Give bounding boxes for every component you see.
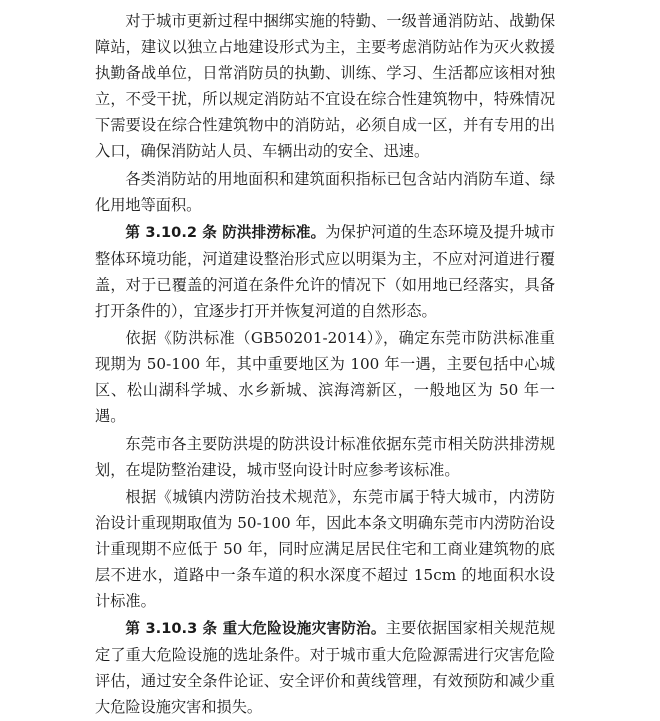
clause-3-10-2 (95, 219, 555, 324)
paragraph-text: 东莞市各主要防洪堤的防洪设计标准依据东莞市相关防洪排涝规划，在堤防整治建设，城市竖向设计时应参考该标准。 (95, 434, 555, 479)
paragraph-text: 为保护河道的生态环境及提升城市整体环境功能，河道建设整治形式应以明渠为主，不应对河道进行覆盖，对于已覆盖的河道在条件允许的情况下（如用地已经落实，具备打开条件的），宜逐步打开并恢复河道的自然形态。 (95, 222, 556, 321)
clause-3-10-3 (95, 615, 555, 720)
paragraph-text: 各类消防站的用地面积和建筑面积指标已包含站内消防车道、绿化用地等面积。 (95, 169, 555, 214)
clause-heading: 第 3.10.3 条 重大危险设施灾害防治。 (125, 620, 386, 638)
paragraph-fire-station-siting (95, 8, 555, 165)
paragraph-waterlogging-standard (95, 484, 555, 614)
paragraph-flood-standard (95, 325, 555, 429)
document-page (95, 8, 555, 721)
paragraph-text: 主要依据国家相关规范规定了重大危险设施的选址条件。对于城市重大危险源需进行灾害危险评估，通过安全条件论证、安全评价和黄线管理，有效预防和减少重大危险设施灾害和损失。 (95, 619, 556, 717)
clause-heading: 第 3.10.2 条 防洪排涝标准。 (125, 223, 326, 241)
paragraph-levee-standard (95, 431, 555, 483)
paragraph-text: 对于城市更新过程中捆绑实施的特勤、一级普通消防站、战勤保障站，建议以独立占地建设形式为主，主要考虑消防站作为灭火救援执勤备战单位，日常消防员的执勤、训练、学习、生活都应该相对独立，不受干扰，所以规定消防站不宜设在综合性建筑物中，特殊情况下需要设在综合性建筑物中的消防站，必须自成一区，并有专用的出入口，确保消防站人员、车辆出动的安全、迅速。 (95, 12, 555, 161)
paragraph-text: 根据《城镇内涝防治技术规范》，东莞市属于特大城市，内涝防治设计重现期取值为 50-100 年，因此本条文明确东莞市内涝防治设计重现期不应低于 50 年，同时应满足居民住宅和工商业建筑物的底层不进水，道路中一条车道的积水深度不超过 15cm 的地面积水设计标准。 (95, 487, 555, 611)
paragraph-text: 依据《防洪标准（GB50201-2014）》，确定东莞市防洪标准重现期为 50-100 年，其中重要地区为 100 年一遇，主要包括中心城区、松山湖科学城、水乡新城、滨海湾新区，一般地区为 50 年一遇。 (95, 329, 555, 426)
paragraph-fire-station-area (95, 166, 555, 218)
